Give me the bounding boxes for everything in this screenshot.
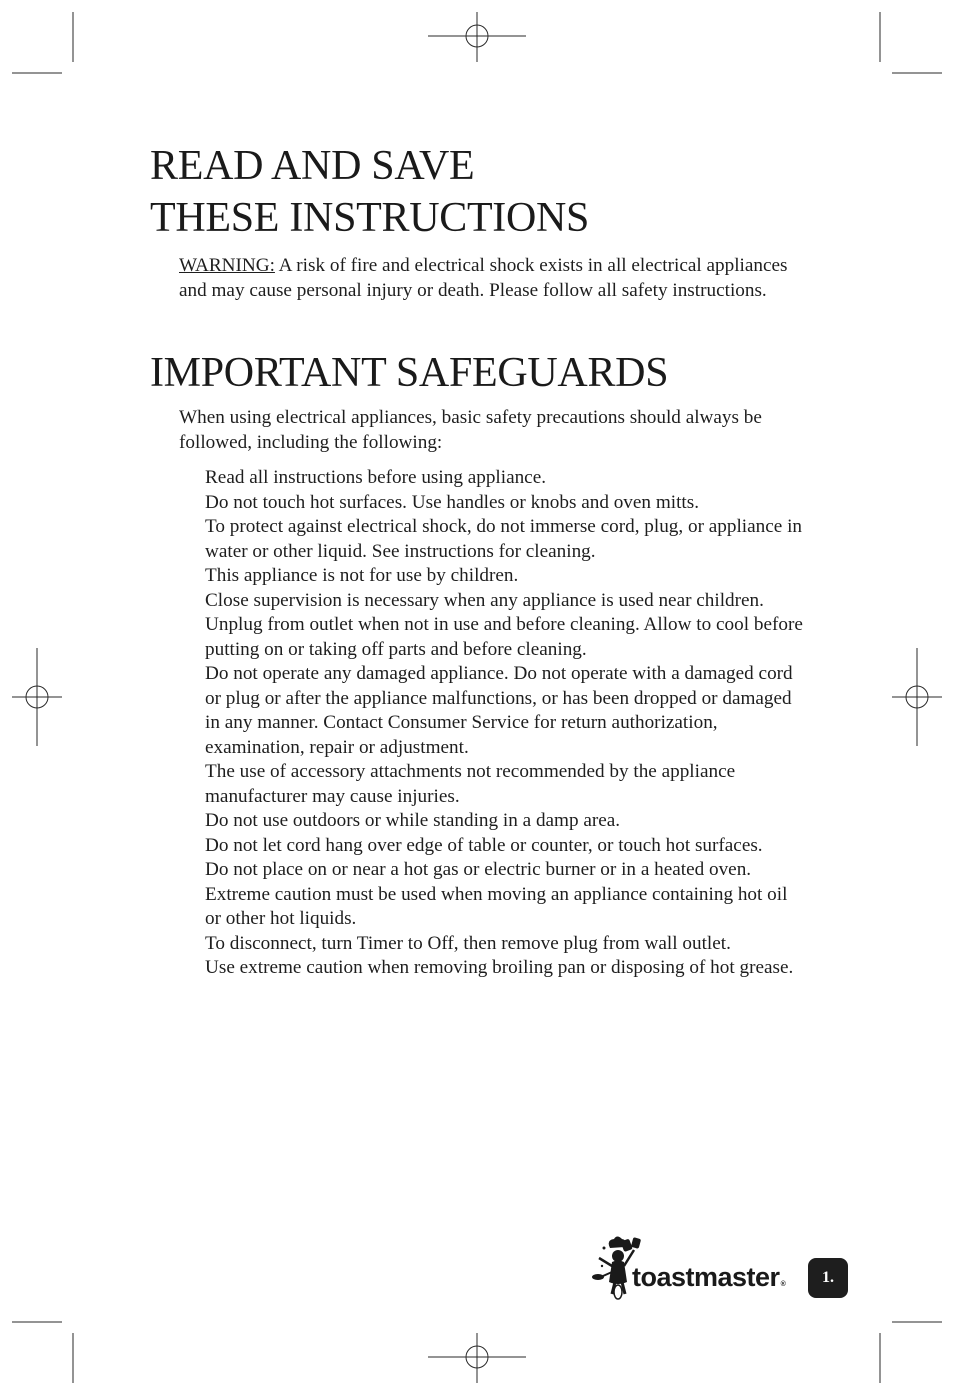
- registered-mark: ®: [780, 1281, 786, 1288]
- list-item: Unplug from outlet when not in use and before cleaning. Allow to cool before putting on or taking off parts and before cleaning.: [205, 614, 803, 660]
- list-item: To protect against electrical shock, do not immerse cord, plug, or appliance in water or other liquid. See instructions for cleaning.: [205, 516, 803, 562]
- list-item: Do not place on or near a hot gas or electric burner or in a heated oven.: [205, 859, 752, 880]
- page-title-line-1: READ AND SAVE: [150, 143, 475, 189]
- page-title-line-2: THESE INSTRUCTIONS: [150, 195, 590, 241]
- list-item: To disconnect, turn Timer to Off, then remove plug from wall outlet.: [205, 932, 731, 954]
- safeguards-list: [205, 466, 805, 981]
- list-item: Do not operate any damaged appliance. Do not operate with a damaged cord or plug or after the appliance malfunctions, or has been dropped or damaged in any manner. Contact Consumer Service for return authorization, examination, repair or adjustment.: [205, 663, 793, 758]
- warning-paragraph: [179, 254, 799, 303]
- list-item: This appliance is not for use by children.: [205, 565, 519, 586]
- list-item: The use of accessory attachments not recommended by the appliance manufacturer may cause injuries.: [205, 761, 736, 807]
- list-item: Use extreme caution when removing broiling pan or disposing of hot grease.: [205, 957, 794, 978]
- warning-label: WARNING:: [179, 255, 275, 276]
- brand-name: toastmaster: [632, 1262, 780, 1292]
- warning-text: A risk of fire and electrical shock exists in all electrical appliances and may cause personal injury or death. Please follow all safety instructions.: [179, 255, 788, 301]
- page-number-badge: 1.: [808, 1258, 848, 1298]
- list-item: Do not let cord hang over edge of table or counter, or touch hot surfaces.: [205, 834, 763, 856]
- list-item: Close supervision is necessary when any appliance is used near children.: [205, 589, 764, 611]
- page-title: [150, 140, 589, 244]
- brand-logo-text: [632, 1260, 785, 1294]
- list-item: Do not touch hot surfaces. Use handles or knobs and oven mitts.: [205, 491, 699, 513]
- safeguards-heading: IMPORTANT SAFEGUARDS: [150, 350, 669, 396]
- list-item: Do not use outdoors or while standing in a damp area.: [205, 810, 621, 831]
- list-item: Read all instructions before using appliance.: [205, 467, 547, 488]
- safeguards-intro: When using electrical appliances, basic safety precautions should always be followed, including the following:: [179, 407, 762, 453]
- list-item: Extreme caution must be used when moving an appliance containing hot oil or other hot liquids.: [205, 883, 788, 929]
